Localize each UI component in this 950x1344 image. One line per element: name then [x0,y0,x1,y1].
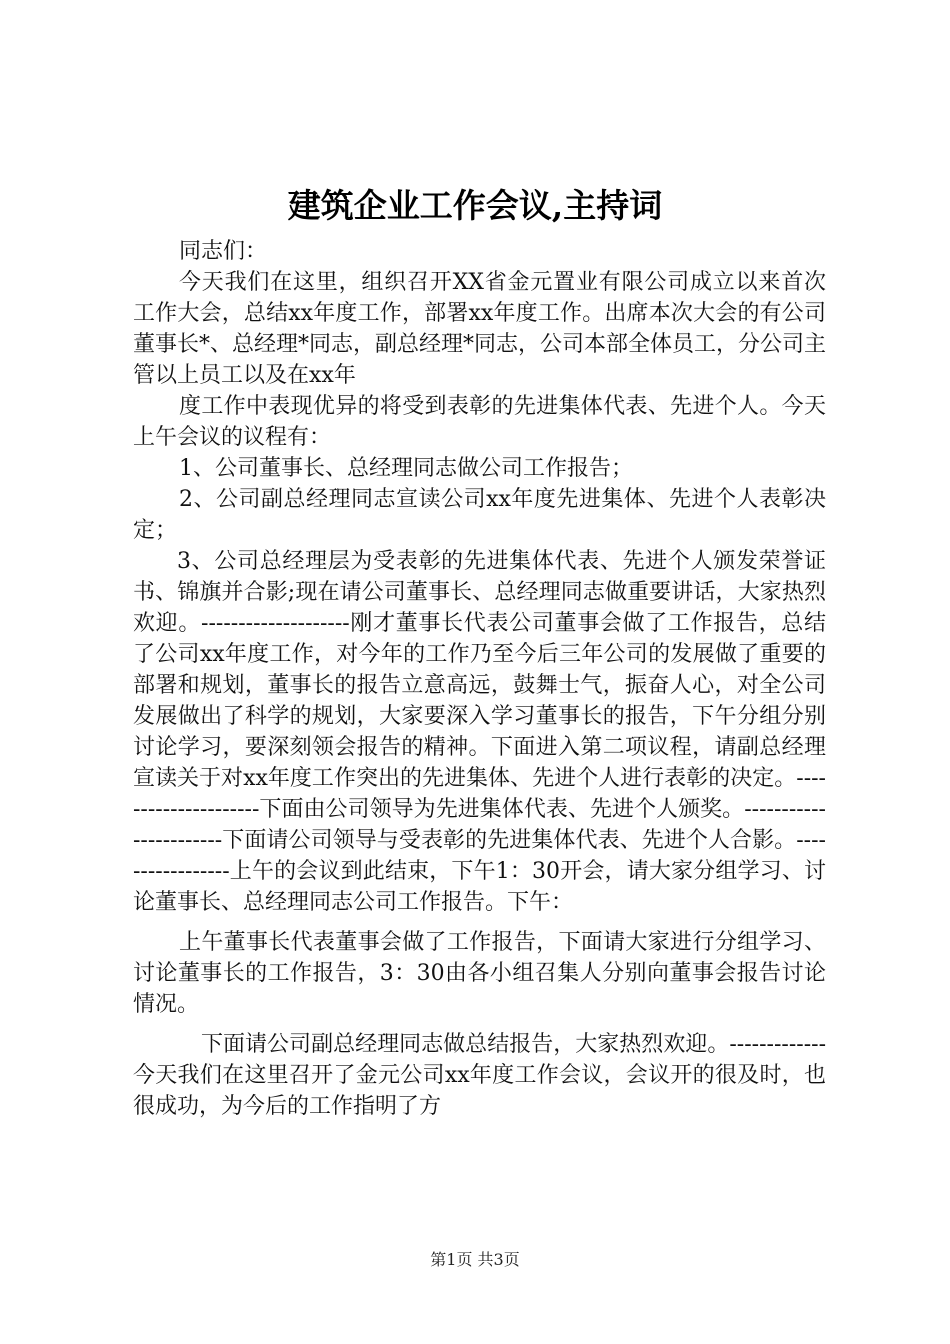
agenda-item-3: 3、公司总经理层为受表彰的先进集体代表、先进个人颁发荣誉证书、锦旗并合影;现在请公司董事长、总经理同志做重要讲话，大家热烈欢迎。--------------------刚才董事长代表公司董事会做了工作报告，总结了公司xx年度工作，对今年的工作乃至今后三年公司的发展做了重要的部署和规划，董事长的报告立意高远，鼓舞士气，振奋人心，对全公司发展做出了科学的规划，大家要深入学习董事长的报告，下午分组分别讨论学习，要深刻领会报告的精神。下面进入第二项议程，请副总经理宣读关于对xx年度工作突出的先进集体、先进个人进行表彰的决定。---------------------下面由公司领导为先进集体代表、先进个人颁奖。-----------------------下面请公司领导与受表彰的先进集体代表、先进个人合影。-----------------上午的会议到此结束，下午1：30开会，请大家分组学习、讨论董事长、总经理同志公司工作报告。下午： [133,549,826,915]
document-body [133,236,826,1122]
paragraph-afternoon: 上午董事长代表董事会做了工作报告，下面请大家进行分组学习、讨论董事长的工作报告，3：30由各小组召集人分别向董事会报告讨论情况。 [133,930,826,1017]
paragraph-summary: 下面请公司副总经理同志做总结报告，大家热烈欢迎。-------------今天我们在这里召开了金元公司xx年度工作会议，会议开的很及时，也很成功，为今后的工作指明了方 [133,1032,826,1119]
document-title: 建筑企业工作会议,主持词 [287,186,663,225]
paragraph-agenda-intro: 度工作中表现优异的将受到表彰的先进集体代表、先进个人。今天上午会议的议程有： [133,394,826,450]
agenda-item-1: 1、公司董事长、总经理同志做公司工作报告； [179,456,633,481]
agenda-item-2: 2、公司副总经理同志宣读公司xx年度先进集体、先进个人表彰决定； [133,487,826,543]
paragraph-opening: 今天我们在这里，组织召开XX省金元置业有限公司成立以来首次工作大会，总结xx年度工作，部署xx年度工作。出席本次大会的有公司董事长*、总经理*同志，副总经理*同志，公司本部全体员工，分公司主管以上员工以及在xx年 [133,270,827,388]
page-number: 第1页 共3页 [430,1250,520,1269]
salutation: 同志们： [179,239,268,264]
